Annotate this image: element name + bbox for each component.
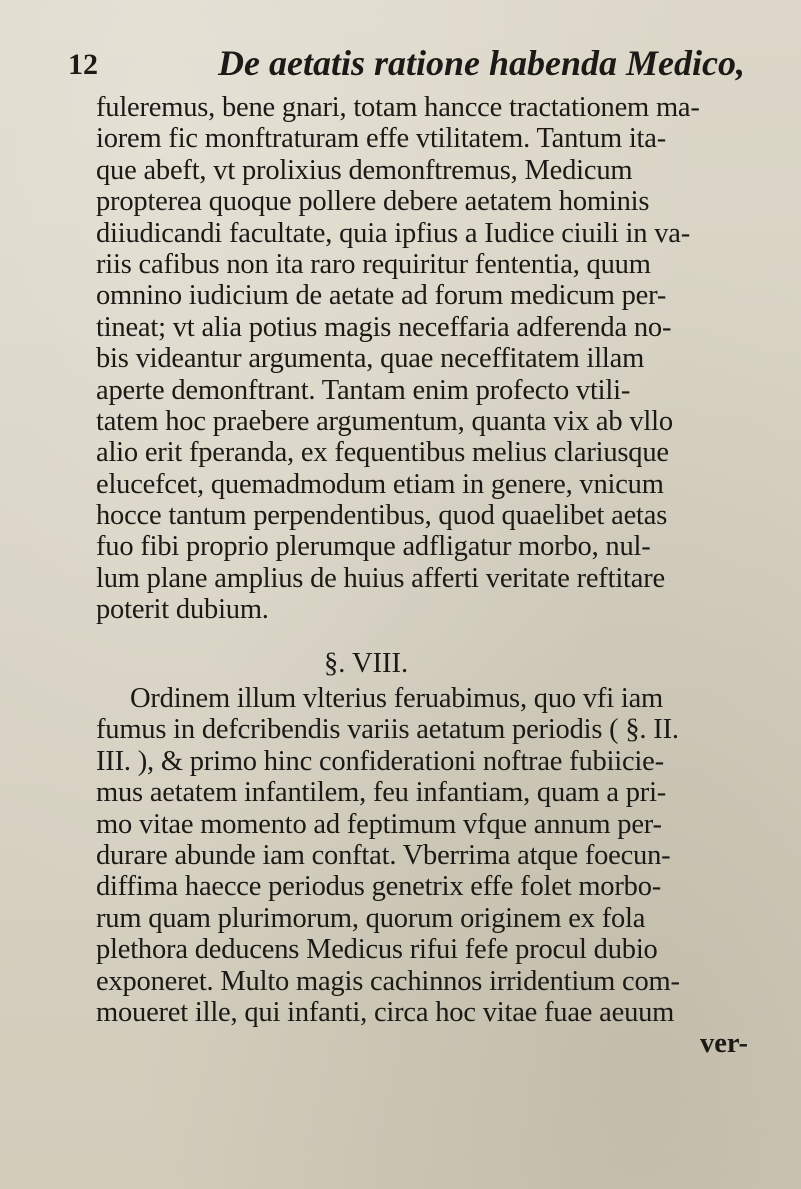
page-header bbox=[68, 40, 768, 88]
text-line: fuo fibi proprio plerumque adfligatur morbo, nul- bbox=[96, 531, 651, 563]
text-line: mo vitae momento ad feptimum vfque annum per- bbox=[96, 808, 662, 840]
text-line: Ordinem illum vlterius feruabimus, quo vfi iam bbox=[130, 683, 663, 715]
paragraph bbox=[72, 683, 772, 1028]
text-line: que abeft, vt prolixius demonftremus, Medicum bbox=[96, 154, 633, 186]
text-line: fuleremus, bene gnari, totam hancce tractationem ma- bbox=[96, 92, 700, 123]
text-line: tatem hoc praebere argumentum, quanta vix ab vllo bbox=[96, 405, 673, 437]
text-line: diffima haecce periodus genetrix effe folet morbo- bbox=[96, 871, 662, 903]
text-line: omnino iudicium de aetate ad forum medicum per- bbox=[96, 280, 667, 312]
text-line: riis cafibus non ita raro requiritur fententia, quum bbox=[96, 248, 651, 280]
text-line: iorem fic monftraturam effe vtilitatem. Tantum ita- bbox=[96, 123, 667, 155]
page-number: 12 bbox=[68, 48, 98, 81]
text-line: bis videantur argumenta, quae neceffitatem illam bbox=[96, 343, 645, 375]
text-line: tineat; vt alia potius magis neceffaria adferenda no- bbox=[96, 311, 672, 343]
text-line: fumus in defcribendis variis aetatum periodis ( §. II. bbox=[96, 714, 679, 746]
text-line: durare abunde iam conftat. Vberrima atque foecun- bbox=[96, 839, 671, 871]
text-line: alio erit fperanda, ex fequentibus melius clariusque bbox=[96, 437, 669, 469]
text-line: plethora deducens Medicus rifui fefe procul dubio bbox=[96, 934, 658, 966]
text-line: aperte demonftrant. Tantam enim profecto vtili- bbox=[96, 374, 631, 406]
catchword: ver- bbox=[700, 1028, 748, 1060]
text-line: propterea quoque pollere debere aetatem hominis bbox=[96, 186, 650, 218]
text-line: diiudicandi facultate, quia ipfius a Iudice ciuili in va- bbox=[96, 217, 691, 249]
text-line: lum plane amplius de huius afferti veritate reftitare bbox=[96, 562, 665, 594]
running-head: De aetatis ratione habenda Medico, bbox=[218, 43, 745, 83]
text-line: hocce tantum perpendentibus, quod quaelibet aetas bbox=[96, 500, 668, 532]
paragraph bbox=[72, 92, 772, 626]
section-heading: §. VIII. bbox=[324, 647, 409, 679]
text-line: elucefcet, quemadmodum etiam in genere, vnicum bbox=[96, 468, 664, 500]
text-line: III. ), & primo hinc confiderationi noftrae fubiicie- bbox=[96, 745, 664, 777]
text-line: moueret ille, qui infanti, circa hoc vitae fuae aeuum bbox=[96, 996, 675, 1028]
text-line: rum quam plurimorum, quorum originem ex fola bbox=[96, 902, 646, 934]
text-line: poterit dubium. bbox=[96, 594, 269, 626]
body-text bbox=[72, 92, 772, 1060]
text-line: exponeret. Multo magis cachinnos irridentium com- bbox=[96, 965, 680, 997]
text-line: mus aetatem infantilem, feu infantiam, quam a pri- bbox=[96, 777, 667, 809]
